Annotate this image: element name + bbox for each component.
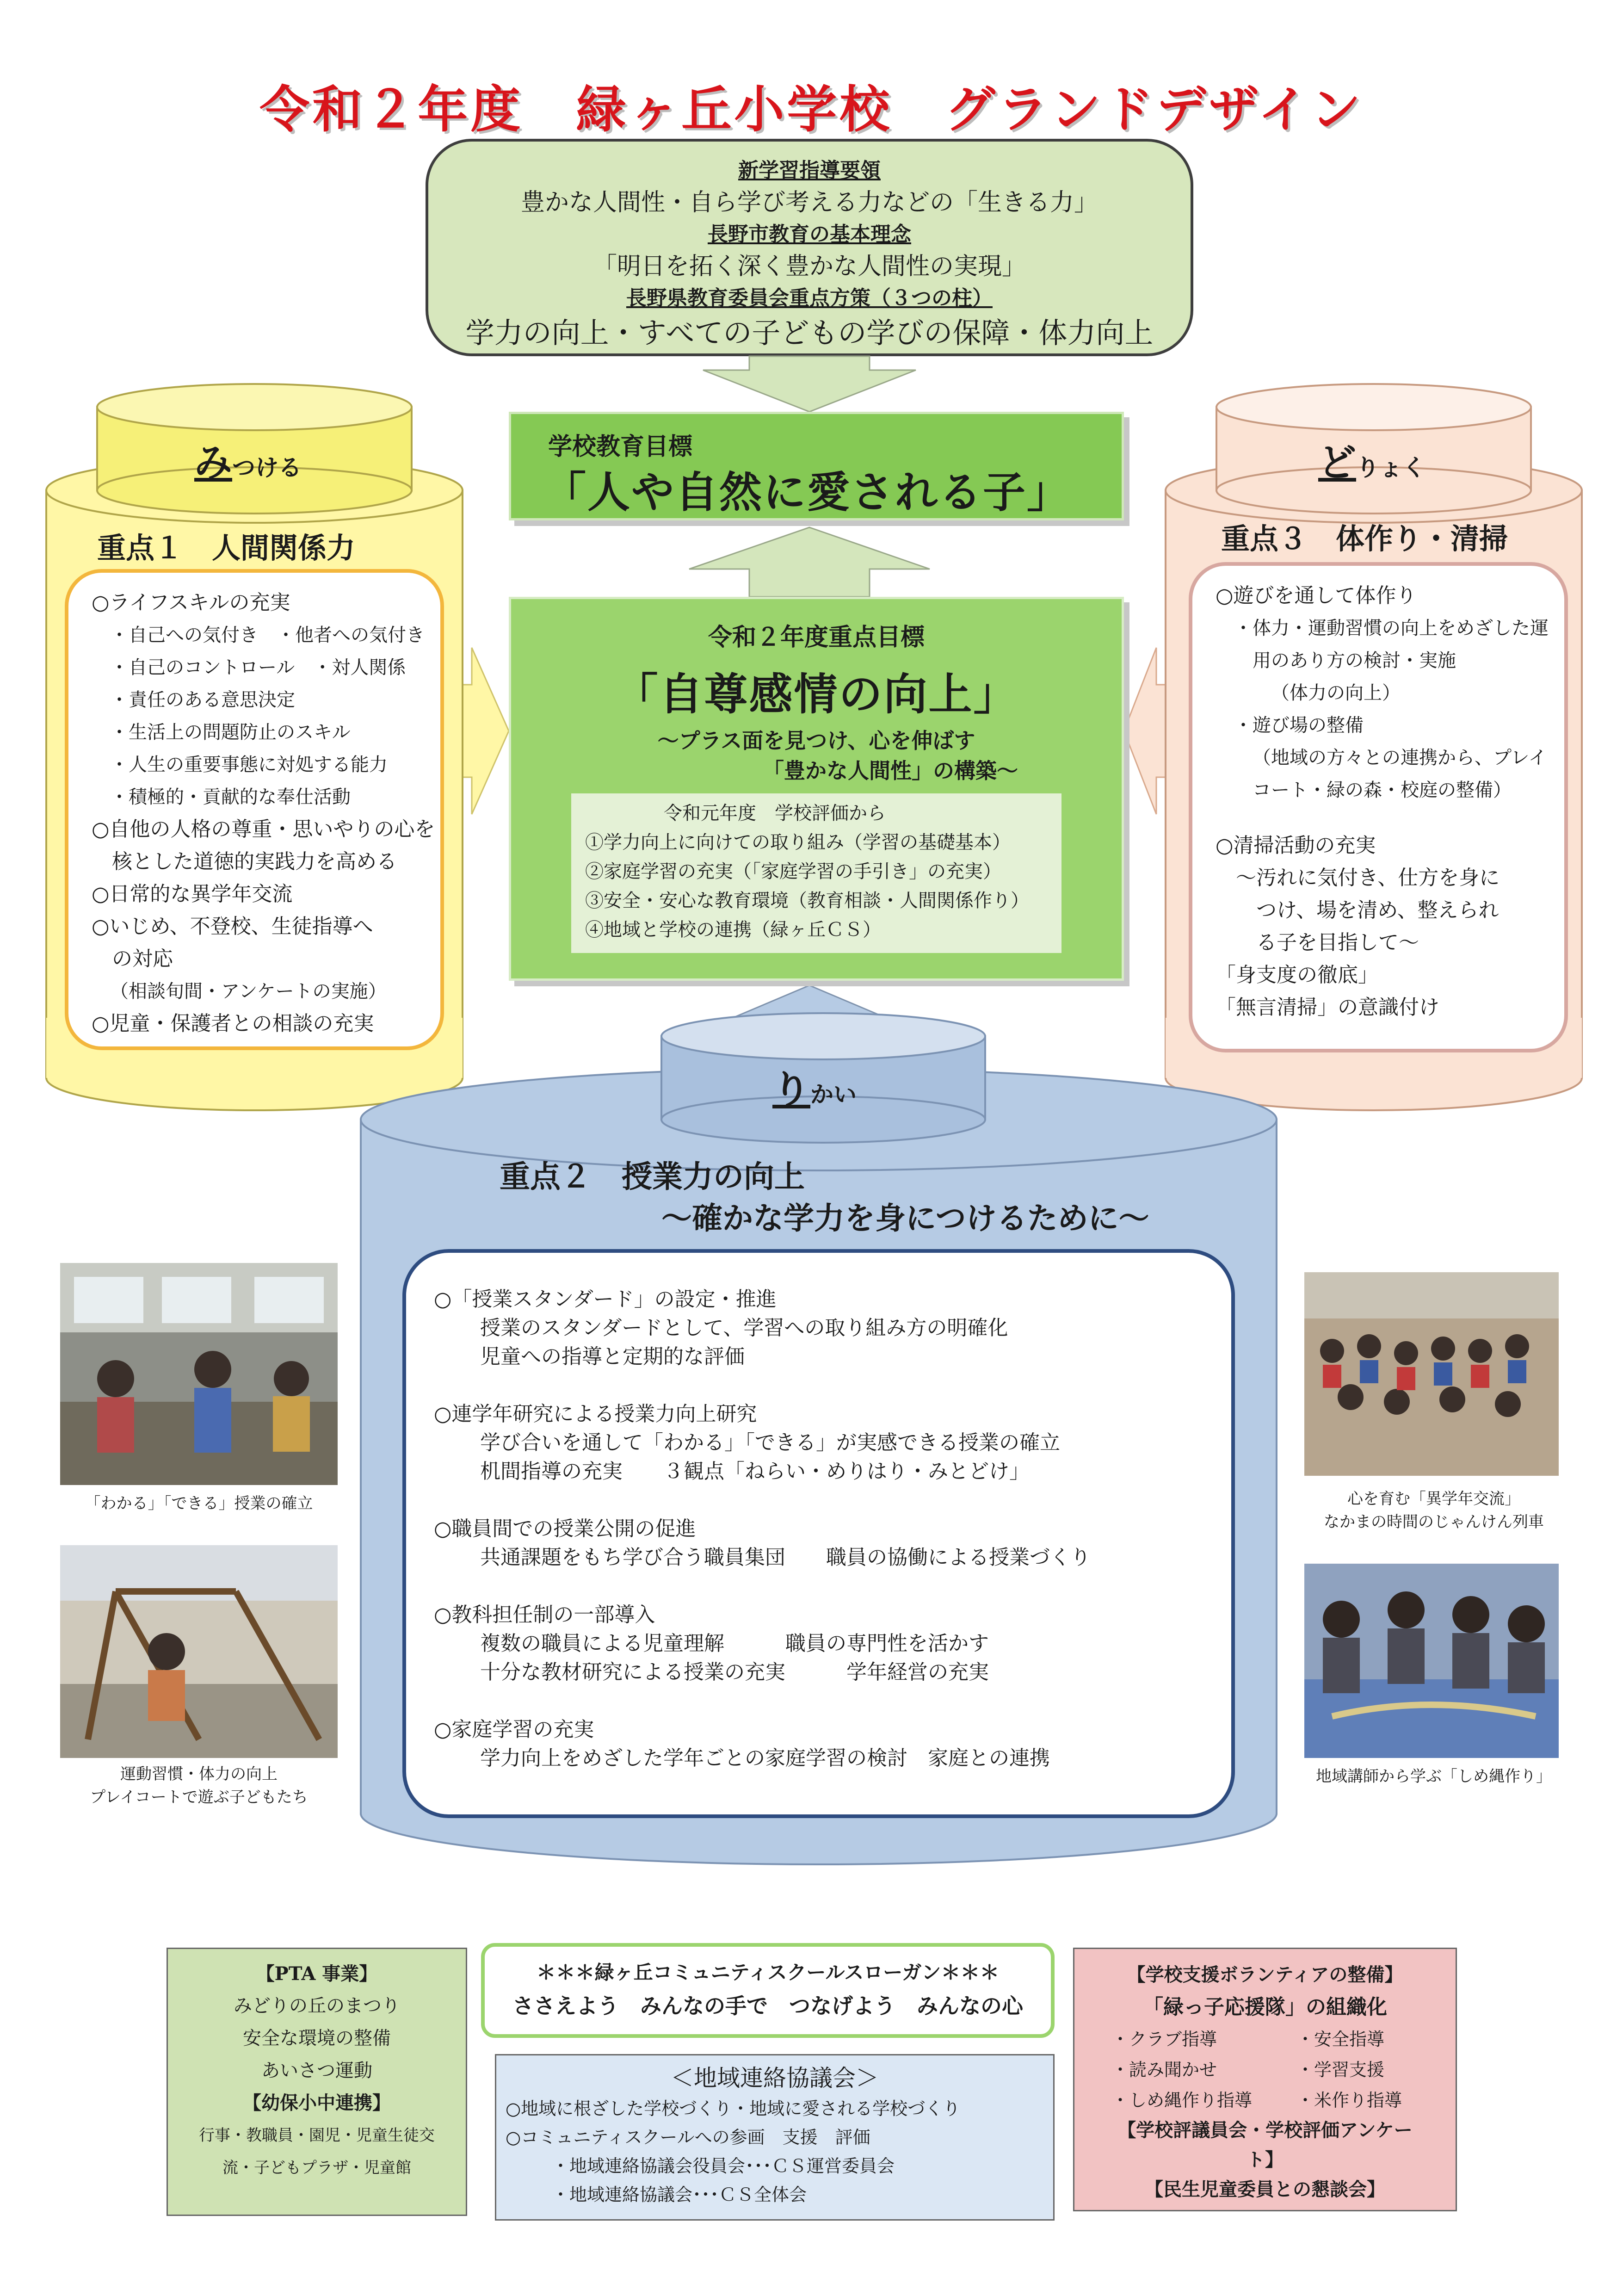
council-line: ○コミュニティスクールへの参画 支援 評価 — [506, 2127, 870, 2147]
guideline-text-1: 豊かな人間性・自ら学び考える力などの「生きる力」 — [520, 189, 1098, 217]
focus-goal-label: 令和２年度重点目標 — [708, 624, 925, 651]
volunteer-item: ・学習支援 — [1296, 2060, 1385, 2080]
list-item — [434, 1486, 1231, 1515]
list-item: 共通課題をもち学び合う職員集団 職員の協働による授業づくり — [480, 1546, 1091, 1569]
list-item: ・体力・運動習慣の向上をめざした運 — [1234, 618, 1549, 639]
evaluation-title: 令和元年度 学校評価から — [664, 803, 886, 824]
evaluation-item: ④地域と学校の連携（緑ヶ丘ＣＳ） — [585, 919, 881, 941]
focus-goal-text: 「自尊感情の向上」 — [614, 669, 1018, 720]
focus-goal-box — [509, 597, 1124, 981]
liaison-heading: 【幼保小中連携】 — [243, 2092, 391, 2114]
left-keyword — [194, 433, 302, 487]
list-item: ○児童・保護者との相談の充実 — [92, 1012, 374, 1035]
slogan-text: ささえよう みんなの手で つなげよう みんなの心 — [512, 1993, 1023, 2018]
right-inner-box — [1189, 562, 1568, 1052]
arrow-down-icon — [703, 356, 916, 412]
school-goal-text: 「人や自然に愛される子」 — [543, 468, 1071, 517]
list-item: つけ、場を清め、整えられ — [1256, 898, 1499, 922]
list-item: （相談旬間・アンケートの実施） — [110, 981, 387, 1002]
list-item: 核とした道徳的実践力を高める — [112, 850, 397, 873]
pta-heading: 【PTA 事業】 — [256, 1963, 378, 1985]
left-keyword-first: み — [194, 441, 233, 485]
playground-photo — [60, 1545, 338, 1758]
list-item: ・自己のコントロール ・対人関係 — [110, 657, 406, 678]
right-keyword-first: ど — [1318, 441, 1357, 485]
pta-item: 安全な環境の整備 — [243, 2028, 391, 2049]
liaison-item: 行事・教職員・園児・児童生徒交 — [199, 2126, 435, 2145]
volunteer-item: ・読み聞かせ — [1111, 2060, 1217, 2080]
list-item: 学び合いを通して「わかる」「できる」が実感できる授業の確立 — [480, 1431, 1060, 1454]
volunteer-item: ・米作り指導 — [1296, 2090, 1402, 2110]
list-item: ・人生の重要事態に対処する能力 — [110, 754, 388, 775]
list-item: ○日常的な異学年交流 — [92, 882, 293, 906]
photo-caption-4: 地域講師から学ぶ「しめ縄作り」 — [1316, 1767, 1552, 1786]
left-keyword-rest: つける — [232, 454, 302, 481]
list-item: ・生活上の問題防止のスキル — [110, 722, 351, 743]
pta-box — [167, 1948, 467, 2216]
volunteer-heading: 【学校支援ボランティアの整備】 — [1127, 1964, 1403, 1986]
list-item: の対応 — [112, 947, 173, 971]
list-item: ・積極的・貢献的な奉仕活動 — [110, 786, 351, 808]
focus-goal-sub1: ～プラス面を見つけ、心を伸ばす — [657, 728, 975, 753]
council-title: ＜地域連絡協議会＞ — [671, 2065, 879, 2092]
list-item: （地域の方々との連携から、プレイ — [1253, 747, 1547, 768]
guideline-heading-3: 長野県教育委員会重点方策（３つの柱） — [626, 286, 993, 310]
list-item: ・自己への気付き ・他者への気付き — [110, 625, 425, 646]
left-list — [92, 587, 440, 1040]
list-item: ・責任のある意思決定 — [110, 689, 295, 711]
photo-caption-2b: プレイコートで遊ぶ子どもたち — [90, 1788, 308, 1807]
volunteer-item: ・しめ縄作り指導 — [1111, 2090, 1253, 2110]
middle-keyword-first: り — [772, 1068, 811, 1112]
pta-item: みどりの丘のまつり — [234, 1995, 400, 2017]
list-item — [434, 1371, 1231, 1400]
list-item — [434, 1572, 1231, 1601]
evaluation-item: ③安全・安心な教育環境（教育相談・人間関係作り） — [585, 890, 1029, 911]
list-item: 複数の職員による児童理解 職員の専門性を活かす — [480, 1632, 989, 1655]
guideline-text-3: 学力の向上・すべての子どもの学びの保障・体力向上 — [465, 316, 1154, 350]
rope-making-photo — [1304, 1564, 1559, 1758]
right-heading: 重点３ 体作り・清掃 — [1221, 522, 1508, 556]
list-item: ○連学年研究による授業力向上研究 — [434, 1402, 757, 1426]
evaluation-box — [571, 793, 1061, 953]
evaluation-item: ②家庭学習の充実（「家庭学習の手引き」の充実） — [585, 861, 1001, 882]
photo-caption-2a: 運動習慣・体力の向上 — [120, 1765, 278, 1783]
list-item: ・遊び場の整備 — [1234, 715, 1364, 736]
guideline-text-2: 「明日を拓く深く豊かな人間性の実現」 — [592, 253, 1026, 280]
list-item: る子を目指して～ — [1256, 931, 1419, 954]
volunteer-item: ・クラブ指導 — [1111, 2029, 1217, 2049]
right-keyword-rest: りょく — [1356, 454, 1426, 481]
list-item: （体力の向上） — [1271, 682, 1401, 704]
guideline-heading-1: 新学習指導要領 — [738, 159, 881, 182]
right-keyword — [1318, 433, 1426, 487]
list-item: ○清掃活動の充実 — [1216, 834, 1376, 857]
slogan-title: ＊＊＊緑ヶ丘コミュニティスクールスローガン＊＊＊ — [536, 1961, 1000, 1984]
list-item: ○遊びを通して体作り — [1216, 584, 1417, 607]
liaison-item: 流・子どもプラザ・児童館 — [222, 2159, 411, 2177]
list-item: 用のあり方の検討・実施 — [1253, 650, 1456, 671]
list-item: 「無言清掃」の意識付け — [1216, 996, 1439, 1019]
list-item: ○職員間での授業公開の促進 — [434, 1517, 696, 1541]
list-item: ○教科担任制の一部導入 — [434, 1603, 655, 1627]
list-item: 学力向上をめざした学年ごとの家庭学習の検討 家庭との連携 — [480, 1746, 1050, 1770]
list-item: ○いじめ、不登校、生徒指導へ — [92, 915, 373, 938]
school-goal-box — [509, 412, 1124, 520]
list-item: 「身支度の徹底」 — [1216, 963, 1378, 987]
middle-keyword-rest: かい — [810, 1081, 857, 1108]
list-item: 十分な教材研究による授業の充実 学年経営の充実 — [480, 1660, 989, 1684]
left-inner-box — [65, 569, 444, 1050]
evaluation-council-heading-cont: ト】 — [1247, 2149, 1284, 2171]
list-item: コート・緑の森・校庭の整備） — [1253, 780, 1512, 801]
photo-caption-1: 「わかる」「できる」授業の確立 — [85, 1494, 313, 1513]
council-line: ・地域連絡協議会･･･ＣＳ全体会 — [552, 2185, 807, 2205]
page-title: 令和２年度 緑ヶ丘小学校 グランドデザイン — [259, 81, 1364, 139]
slogan-box — [481, 1943, 1055, 2038]
school-goal-label: 学校教育目標 — [548, 433, 693, 461]
guideline-heading-2: 長野市教育の基本理念 — [708, 223, 911, 246]
list-item — [1216, 806, 1564, 829]
middle-keyword — [772, 1059, 857, 1114]
middle-heading-1: 重点２ 授業力の向上 — [500, 1159, 805, 1194]
council-line: ・地域連絡協議会役員会･･･ＣＳ運営委員会 — [552, 2156, 895, 2176]
list-item: ○「授業スタンダード」の設定・推進 — [434, 1287, 777, 1311]
council-box — [495, 2054, 1055, 2221]
volunteer-subheading: 「緑っ子応援隊」の組織化 — [1143, 1995, 1387, 2019]
list-item: ○家庭学習の充実 — [434, 1718, 594, 1741]
exchange-photo — [1304, 1272, 1559, 1476]
list-item: ～汚れに気付き、仕方を身に — [1236, 866, 1500, 890]
right-list — [1216, 580, 1564, 1024]
photo-caption-3b: なかまの時間のじゃんけん列車 — [1324, 1513, 1544, 1531]
middle-list — [434, 1285, 1231, 1773]
focus-goal-sub2: 「豊かな人間性」の構築～ — [763, 758, 1018, 783]
classroom-photo — [60, 1263, 338, 1485]
list-item: ○自他の人格の尊重・思いやりの心を — [92, 817, 435, 841]
list-item: ○ライフスキルの充実 — [92, 591, 290, 614]
evaluation-council-heading: 【学校評議員会・学校評価アンケー — [1117, 2119, 1413, 2141]
volunteer-box — [1073, 1948, 1457, 2211]
left-heading: 重点１ 人間関係力 — [97, 531, 356, 565]
middle-inner-box — [402, 1249, 1235, 1818]
arrow-left-icon — [1124, 643, 1166, 819]
list-item — [434, 1687, 1231, 1715]
list-item: 児童への指導と定期的な評価 — [480, 1345, 745, 1368]
list-item: 授業のスタンダードとして、学習への取り組み方の明確化 — [480, 1316, 1008, 1340]
arrow-right-icon — [463, 643, 509, 819]
list-item: 机間指導の充実 ３観点「ねらい・めりはり・みとどけ」 — [480, 1460, 1030, 1483]
arrow-up-icon — [689, 527, 930, 597]
welfare-council-heading: 【民生児童委員との懇談会】 — [1145, 2178, 1385, 2200]
photo-caption-3a: 心を育む「異学年交流」 — [1347, 1490, 1520, 1508]
volunteer-item: ・安全指導 — [1296, 2029, 1385, 2049]
pta-item: あいさつ運動 — [261, 2060, 372, 2081]
council-line: ○地域に根ざした学校づくり・地域に愛される学校づくり — [506, 2098, 961, 2119]
evaluation-item: ①学力向上に向けての取り組み（学習の基礎基本） — [585, 832, 1011, 853]
middle-heading-2: ～確かな学力を身につけるために～ — [661, 1201, 1149, 1236]
